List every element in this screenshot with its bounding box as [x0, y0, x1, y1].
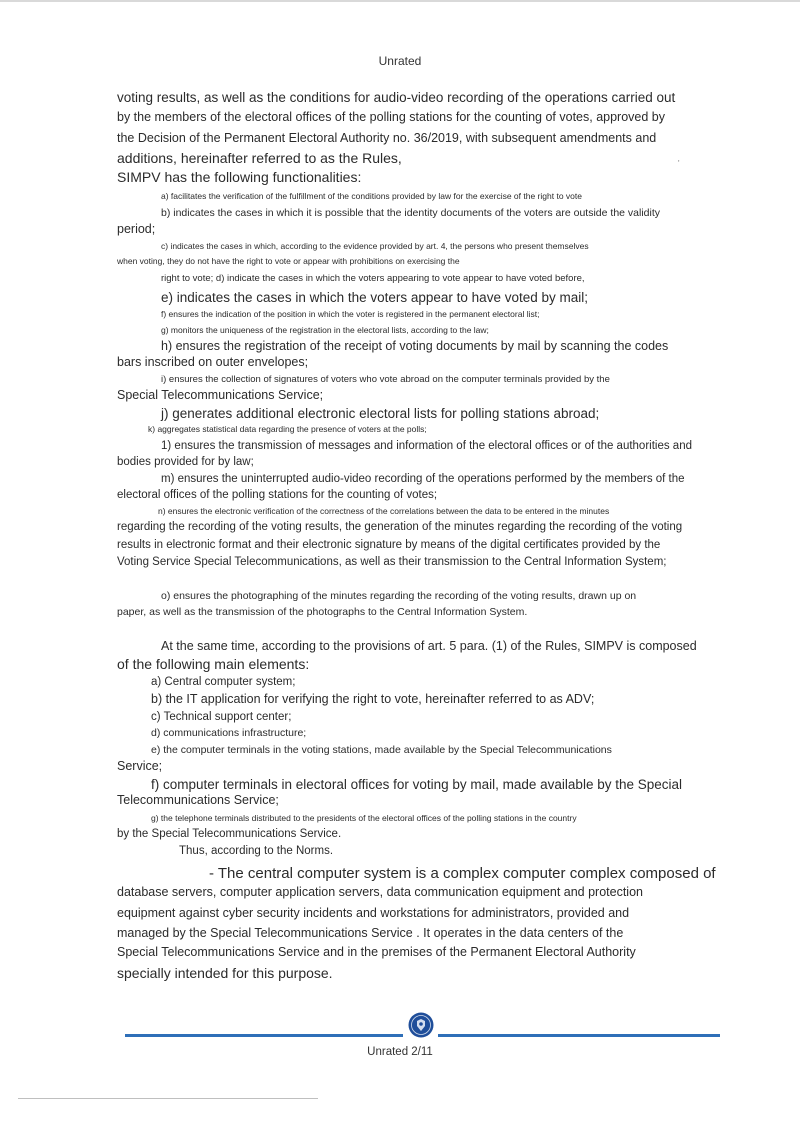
text-line: Special Telecommunications Service;: [117, 388, 324, 402]
text-line: when voting, they do not have the right to vote or appear with prohibitions on exercising the: [117, 256, 460, 266]
emblem-icon: [408, 1012, 434, 1038]
list-item: d) communications infrastructure;: [151, 727, 307, 739]
page-header: Unrated: [378, 54, 422, 68]
text-line: by the members of the electoral offices of the polling stations for the counting of votes, approved by: [117, 110, 666, 124]
list-item: right to vote; d) indicate the cases in which the voters appearing to vote appear to have voted before,: [161, 273, 585, 284]
text-line: additions, hereinafter referred to as the Rules,: [117, 150, 402, 166]
list-item: j) generates additional electronic electoral lists for polling stations abroad;: [161, 406, 600, 421]
text-line: Special Telecommunications Service and in the premises of the Permanent Electoral Authority: [117, 945, 636, 959]
text-line: regarding the recording of the voting results, the generation of the minutes regarding the recording of the voting: [117, 521, 683, 533]
text-line: electoral offices of the polling stations for the counting of votes;: [117, 489, 438, 501]
list-item: e) the computer terminals in the voting stations, made available by the Special Telecommunications: [151, 744, 612, 756]
text-line: period;: [117, 222, 156, 236]
page-top-edge: [0, 0, 800, 2]
text-line: the Decision of the Permanent Electoral Authority no. 36/2019, with subsequent amendments and: [117, 131, 657, 145]
text-line: Thus, according to the Norms.: [179, 845, 334, 857]
text-line: by the Special Telecommunications Service.: [117, 828, 342, 840]
list-item: f) computer terminals in electoral offices for voting by mail, made available by the Special: [151, 777, 683, 792]
text-line: bars inscribed on outer envelopes;: [117, 355, 309, 369]
list-item: e) indicates the cases in which the voters appear to have voted by mail;: [161, 290, 588, 305]
list-item: c) indicates the cases in which, according to the evidence provided by art. 4, the persons who present themselves: [161, 241, 589, 251]
footer-rule-left: [125, 1034, 403, 1037]
text-line: At the same time, according to the provisions of art. 5 para. (1) of the Rules, SIMPV is composed: [161, 639, 697, 653]
list-item: a) Central computer system;: [151, 676, 296, 688]
list-item: m) ensures the uninterrupted audio-video recording of the operations performed by the members of the: [161, 473, 685, 485]
scan-edge-line: [18, 1098, 318, 1099]
list-item: f) ensures the indication of the position in which the voter is registered in the permanent electoral list;: [161, 309, 540, 319]
list-item: 1) ensures the transmission of messages and information of the electoral offices or of the authorities and: [161, 440, 692, 452]
list-item: b) the IT application for verifying the right to vote, hereinafter referred to as ADV;: [151, 692, 595, 706]
list-item: i) ensures the collection of signatures of voters who vote abroad on the computer terminals provided by the: [161, 374, 610, 385]
text-line: voting results, as well as the conditions for audio-video recording of the operations carried out: [117, 90, 676, 105]
text-line: paper, as well as the transmission of the photographs to the Central Information System.: [117, 606, 528, 618]
list-item: b) indicates the cases in which it is possible that the identity documents of the voters are outside the validity: [161, 207, 661, 219]
text-line: of the following main elements:: [117, 656, 310, 672]
footer-rule-right: [438, 1034, 720, 1037]
list-item: - The central computer system is a complex computer complex composed of: [209, 865, 716, 882]
list-item: n) ensures the electronic verification of the correctness of the correlations between the data to be entered in the minutes: [158, 506, 610, 516]
list-item: h) ensures the registration of the receipt of voting documents by mail by scanning the codes: [161, 339, 669, 353]
stray-mark: ': [678, 159, 680, 168]
list-item: a) facilitates the verification of the fulfillment of the conditions provided by law for the exercise of the right to vote: [161, 191, 582, 201]
text-line: specially intended for this purpose.: [117, 965, 333, 981]
text-line: database servers, computer application servers, data communication equipment and protection: [117, 885, 643, 899]
text-line: Service;: [117, 759, 163, 773]
text-line: results in electronic format and their electronic signature by means of the digital certificates provided by the: [117, 539, 661, 551]
text-line: managed by the Special Telecommunications Service . It operates in the data centers of the: [117, 926, 624, 940]
text-line: Telecommunications Service;: [117, 793, 279, 807]
page-footer: Unrated 2/11: [367, 1046, 433, 1058]
list-item: g) monitors the uniqueness of the registration in the electoral lists, according to the law;: [161, 325, 489, 335]
list-item: g) the telephone terminals distributed to the presidents of the electoral offices of the polling stations in the country: [151, 813, 577, 823]
text-line: Voting Service Special Telecommunications, as well as their transmission to the Central Information System;: [117, 556, 667, 568]
list-item: c) Technical support center;: [151, 711, 292, 723]
text-line: bodies provided for by law;: [117, 456, 254, 468]
list-item: k) aggregates statistical data regarding the presence of voters at the polls;: [148, 424, 427, 434]
list-item: o) ensures the photographing of the minutes regarding the recording of the voting results, drawn up on: [161, 590, 637, 602]
text-line: SIMPV has the following functionalities:: [117, 169, 362, 185]
text-line: equipment against cyber security incidents and workstations for administrators, provided and: [117, 906, 630, 920]
